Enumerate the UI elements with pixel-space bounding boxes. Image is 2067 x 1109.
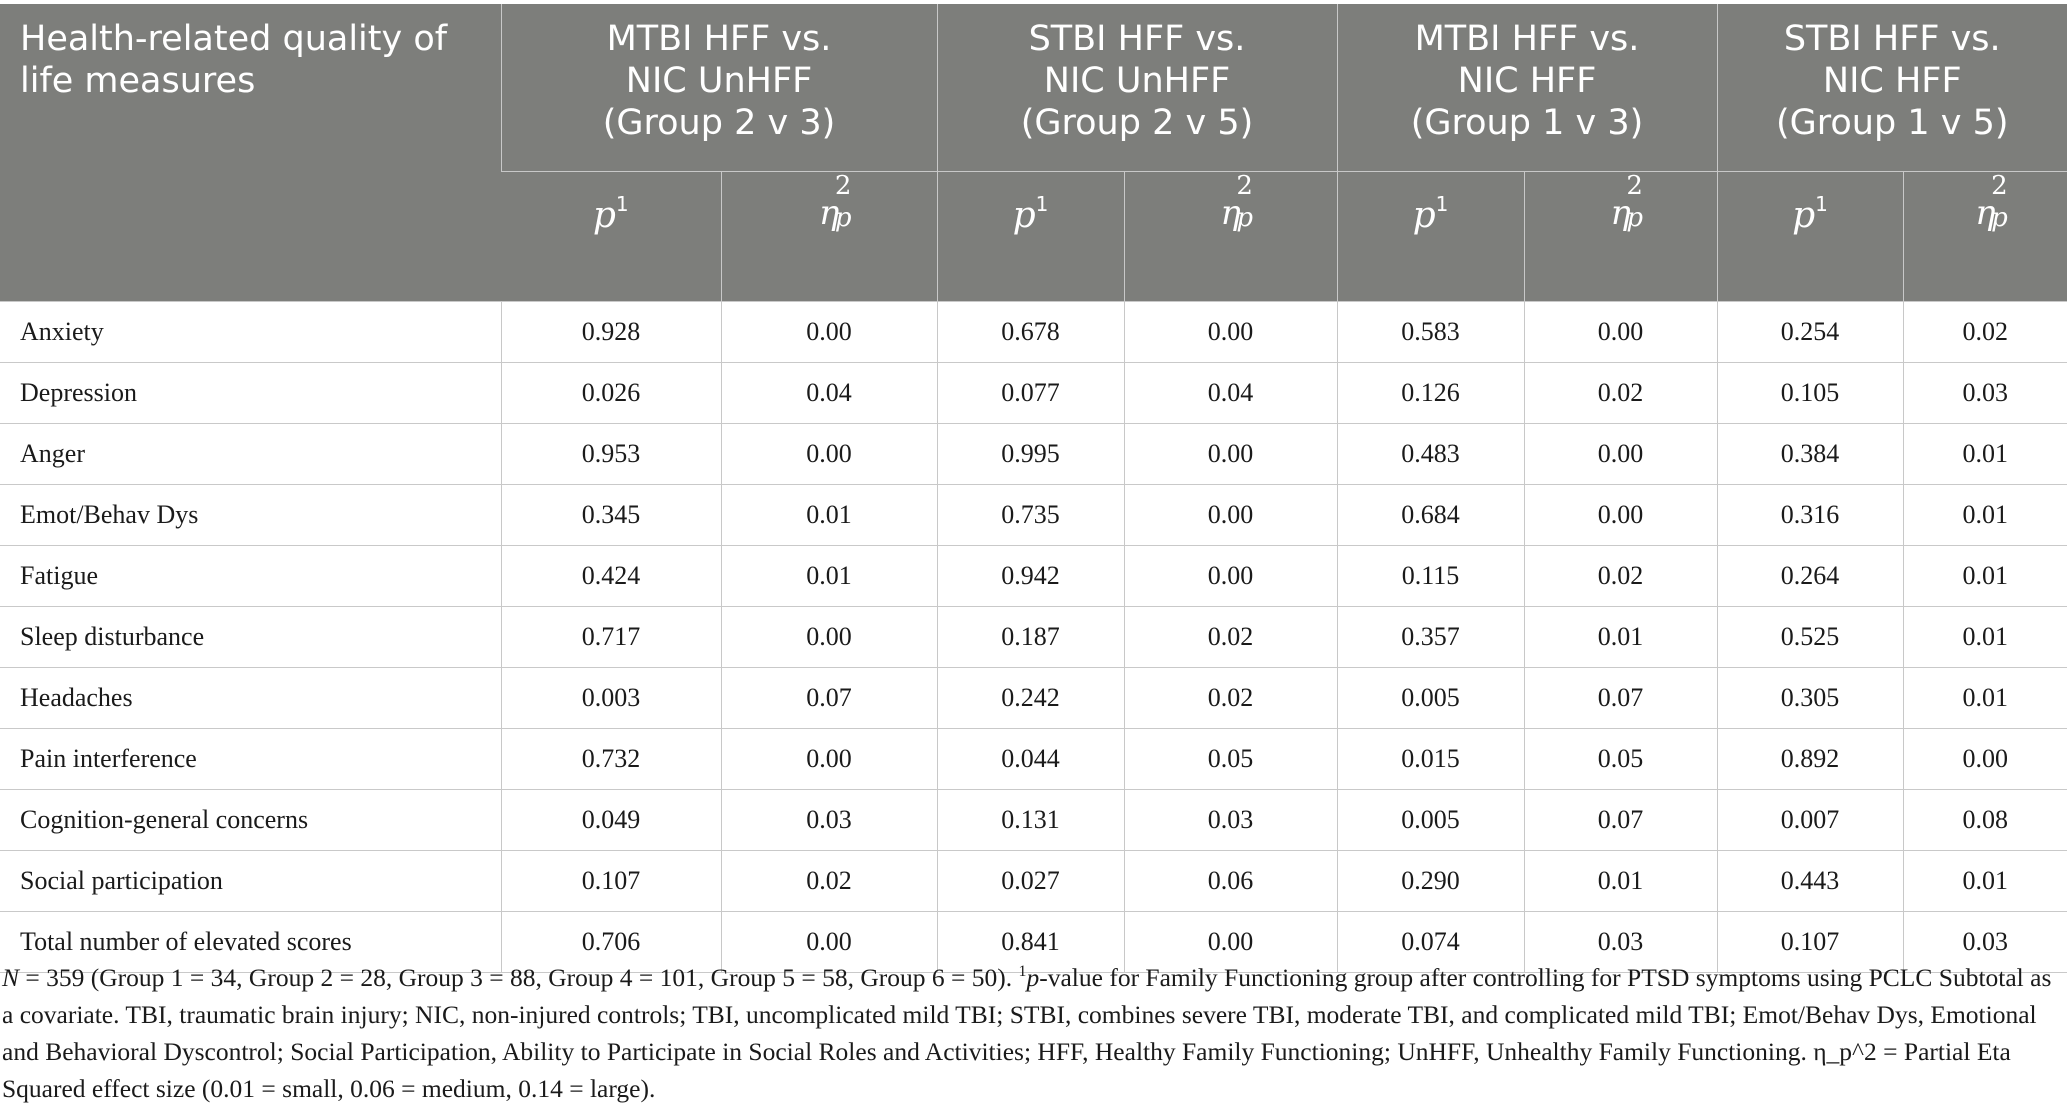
cell-eta-squared: 0.01: [1903, 607, 2067, 668]
cell-p-value: 0.305: [1717, 668, 1903, 729]
row-label: Emot/Behav Dys: [0, 485, 501, 546]
cell-eta-squared: 0.01: [1903, 851, 2067, 912]
subheader-eta-squared: [721, 172, 937, 302]
cell-eta-squared: 0.04: [721, 363, 937, 424]
cell-p-value: 0.126: [1337, 363, 1524, 424]
cell-eta-squared: 0.00: [721, 424, 937, 485]
subheader-p-value: [1337, 172, 1524, 302]
cell-eta-squared: 0.02: [1524, 363, 1717, 424]
cell-eta-squared: 0.05: [1124, 729, 1337, 790]
header-group-2v3: [501, 4, 937, 172]
eta-symbol: [1220, 171, 1253, 233]
eta-symbol: [818, 171, 852, 233]
row-label: Social participation: [0, 851, 501, 912]
table-row: [0, 851, 2067, 912]
table-row: [0, 485, 2067, 546]
cell-eta-squared: 0.00: [1124, 485, 1337, 546]
results-table: [0, 4, 2067, 973]
header-group-1v5: [1717, 4, 2067, 172]
header-line: (Group 2 v 3): [602, 103, 836, 143]
table-body: [0, 302, 2067, 973]
cell-eta-squared: 0.03: [1903, 912, 2067, 973]
table-row: [0, 546, 2067, 607]
subheader-p-value: [501, 172, 721, 302]
cell-p-value: 0.254: [1717, 302, 1903, 363]
cell-eta-squared: 0.00: [1124, 912, 1337, 973]
table-row: [0, 729, 2067, 790]
row-label: Headaches: [0, 668, 501, 729]
footnote-text-2: -value for Family Functioning group after controlling for PTSD symptoms using PCLC Subtotal as a covariate. TBI, traumatic brain injury; NIC, non-injured controls; TBI, uncomplicated mild TBI; STBI, combines severe TBI, moderate TBI, and complicated mild TBI; Emot/Behav Dys, Emotional and Behavioral Dyscontrol; Social Participation, Ability to Participate in Social Roles and Activities; HFF, Healthy Family Functioning; UnHFF, Unhealthy Family Functioning. η_p^2 = Partial Eta Squared effect size (0.01 = small, 0.06 = medium, 0.14 = large).: [2, 963, 2052, 1103]
cell-eta-squared: 0.04: [1124, 363, 1337, 424]
cell-eta-squared: 0.01: [1903, 485, 2067, 546]
cell-eta-squared: 0.00: [721, 912, 937, 973]
results-table-container: [0, 4, 2067, 973]
cell-eta-squared: 0.02: [1524, 546, 1717, 607]
p-superscript: 1: [1435, 192, 1449, 216]
cell-p-value: 0.049: [501, 790, 721, 851]
cell-eta-squared: 0.00: [1124, 546, 1337, 607]
cell-eta-squared: 0.08: [1903, 790, 2067, 851]
cell-eta-squared: 0.03: [1124, 790, 1337, 851]
row-label: Anxiety: [0, 302, 501, 363]
cell-p-value: 0.717: [501, 607, 721, 668]
cell-eta-squared: 0.07: [1524, 790, 1717, 851]
cell-eta-squared: 0.00: [721, 302, 937, 363]
header-group-1v3: [1337, 4, 1717, 172]
header-line: NIC UnHFF: [625, 61, 813, 101]
cell-p-value: 0.107: [501, 851, 721, 912]
table-row: [0, 790, 2067, 851]
cell-p-value: 0.026: [501, 363, 721, 424]
cell-p-value: 0.706: [501, 912, 721, 973]
p-symbol: p: [592, 195, 616, 236]
cell-p-value: 0.357: [1337, 607, 1524, 668]
cell-p-value: 0.384: [1717, 424, 1903, 485]
cell-eta-squared: 0.01: [721, 546, 937, 607]
header-measures: Health-related quality of life measures: [0, 4, 501, 302]
footnote-superscript: 1: [1018, 963, 1027, 980]
cell-p-value: 0.077: [937, 363, 1124, 424]
eta-superscript: 2: [1236, 171, 1253, 201]
cell-p-value: 0.290: [1337, 851, 1524, 912]
p-superscript: 1: [1815, 192, 1828, 216]
footnote-p-label: p: [1026, 963, 1040, 992]
cell-p-value: 0.007: [1717, 790, 1903, 851]
cell-p-value: 0.107: [1717, 912, 1903, 973]
cell-eta-squared: 0.05: [1524, 729, 1717, 790]
cell-p-value: 0.074: [1337, 912, 1524, 973]
header-line: STBI HFF vs.: [1783, 19, 2001, 59]
cell-eta-squared: 0.02: [721, 851, 937, 912]
cell-p-value: 0.732: [501, 729, 721, 790]
table-row: [0, 607, 2067, 668]
row-label: Sleep disturbance: [0, 607, 501, 668]
eta-letter: η: [818, 193, 840, 233]
row-label: Anger: [0, 424, 501, 485]
eta-letter: η: [1220, 193, 1241, 233]
cell-p-value: 0.115: [1337, 546, 1524, 607]
cell-p-value: 0.316: [1717, 485, 1903, 546]
table-footnote: [2, 953, 2062, 1107]
header-line: MTBI HFF vs.: [606, 19, 832, 59]
eta-letter: η: [1975, 193, 1996, 233]
cell-eta-squared: 0.06: [1124, 851, 1337, 912]
cell-eta-squared: 0.00: [721, 729, 937, 790]
cell-eta-squared: 0.00: [1124, 424, 1337, 485]
footnote-text-1: = 359 (Group 1 = 34, Group 2 = 28, Group 3 = 88, Group 4 = 101, Group 5 = 58, Group 6 = 50).: [19, 963, 1019, 992]
cell-p-value: 0.005: [1337, 668, 1524, 729]
cell-p-value: 0.684: [1337, 485, 1524, 546]
table-row: [0, 363, 2067, 424]
cell-p-value: 0.424: [501, 546, 721, 607]
table-row: [0, 668, 2067, 729]
eta-subscript: p: [834, 203, 852, 233]
cell-p-value: 0.735: [937, 485, 1124, 546]
cell-eta-squared: 0.03: [721, 790, 937, 851]
header-line: MTBI HFF vs.: [1414, 19, 1640, 59]
cell-p-value: 0.525: [1717, 607, 1903, 668]
cell-p-value: 0.443: [1717, 851, 1903, 912]
row-label: Fatigue: [0, 546, 501, 607]
cell-p-value: 0.131: [937, 790, 1124, 851]
cell-eta-squared: 0.01: [1524, 851, 1717, 912]
cell-p-value: 0.003: [501, 668, 721, 729]
cell-eta-squared: 0.02: [1124, 668, 1337, 729]
header-line: (Group 1 v 5): [1776, 103, 2009, 143]
eta-subscript: p: [1626, 203, 1643, 233]
cell-eta-squared: 0.01: [721, 485, 937, 546]
subheader-p-value: [1717, 172, 1903, 302]
cell-eta-squared: 0.01: [1903, 668, 2067, 729]
header-line: (Group 1 v 3): [1410, 103, 1644, 143]
cell-p-value: 0.483: [1337, 424, 1524, 485]
header-group-2v5: [937, 4, 1337, 172]
table-row: [0, 302, 2067, 363]
cell-eta-squared: 0.02: [1903, 302, 2067, 363]
cell-p-value: 0.015: [1337, 729, 1524, 790]
row-label: Depression: [0, 363, 501, 424]
row-label: Cognition-general concerns: [0, 790, 501, 851]
cell-p-value: 0.264: [1717, 546, 1903, 607]
cell-eta-squared: 0.00: [1524, 485, 1717, 546]
p-symbol: p: [1012, 195, 1036, 236]
cell-p-value: 0.005: [1337, 790, 1524, 851]
eta-symbol: [1610, 171, 1643, 233]
cell-eta-squared: 0.03: [1524, 912, 1717, 973]
cell-eta-squared: 0.00: [721, 607, 937, 668]
cell-eta-squared: 0.03: [1903, 363, 2067, 424]
eta-symbol: [1975, 171, 2008, 233]
cell-eta-squared: 0.00: [1124, 302, 1337, 363]
eta-subscript: p: [1236, 203, 1253, 233]
table-row: [0, 424, 2067, 485]
header-line: NIC UnHFF: [1043, 61, 1231, 101]
row-label: Total number of elevated scores: [0, 912, 501, 973]
header-line: (Group 2 v 5): [1020, 103, 1254, 143]
eta-letter: η: [1610, 193, 1631, 233]
subheader-eta-squared: [1524, 172, 1717, 302]
cell-p-value: 0.841: [937, 912, 1124, 973]
cell-p-value: 0.242: [937, 668, 1124, 729]
p-symbol: p: [1412, 195, 1436, 236]
cell-eta-squared: 0.07: [1524, 668, 1717, 729]
cell-p-value: 0.345: [501, 485, 721, 546]
cell-eta-squared: 0.07: [721, 668, 937, 729]
header-line: NIC HFF: [1457, 61, 1597, 101]
cell-p-value: 0.678: [937, 302, 1124, 363]
cell-eta-squared: 0.01: [1903, 424, 2067, 485]
p-superscript: 1: [1035, 192, 1049, 216]
cell-p-value: 0.953: [501, 424, 721, 485]
cell-p-value: 0.892: [1717, 729, 1903, 790]
cell-p-value: 0.044: [937, 729, 1124, 790]
footnote-n-label: N: [2, 963, 20, 992]
cell-eta-squared: 0.00: [1524, 424, 1717, 485]
cell-p-value: 0.187: [937, 607, 1124, 668]
eta-superscript: 2: [1626, 171, 1643, 201]
eta-superscript: 2: [1991, 171, 2008, 201]
row-label: Pain interference: [0, 729, 501, 790]
subheader-eta-squared: [1124, 172, 1337, 302]
cell-p-value: 0.105: [1717, 363, 1903, 424]
cell-eta-squared: 0.00: [1903, 729, 2067, 790]
cell-eta-squared: 0.01: [1903, 546, 2067, 607]
cell-p-value: 0.995: [937, 424, 1124, 485]
subheader-p-value: [937, 172, 1124, 302]
eta-superscript: 2: [834, 171, 852, 201]
cell-p-value: 0.027: [937, 851, 1124, 912]
p-superscript: 1: [615, 192, 629, 216]
cell-eta-squared: 0.02: [1124, 607, 1337, 668]
eta-subscript: p: [1991, 203, 2008, 233]
cell-eta-squared: 0.00: [1524, 302, 1717, 363]
cell-eta-squared: 0.01: [1524, 607, 1717, 668]
p-symbol: p: [1792, 195, 1816, 236]
subheader-eta-squared: [1903, 172, 2067, 302]
cell-p-value: 0.942: [937, 546, 1124, 607]
cell-p-value: 0.928: [501, 302, 721, 363]
cell-p-value: 0.583: [1337, 302, 1524, 363]
header-line: NIC HFF: [1822, 61, 1962, 101]
header-line: STBI HFF vs.: [1028, 19, 1246, 59]
